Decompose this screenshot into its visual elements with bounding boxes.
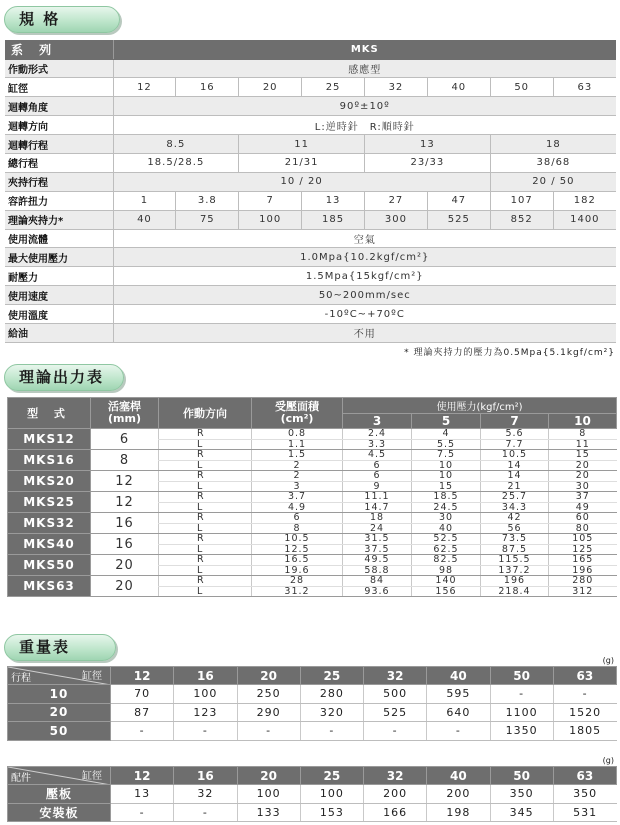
row-value: 8.5 <box>113 135 239 154</box>
force-value: 15 <box>549 450 617 461</box>
row-value: -10ºC~+70ºC <box>113 305 616 324</box>
row-label: 總行程 <box>5 153 113 172</box>
weight-value: 1805 <box>553 722 616 741</box>
row-label: 耐壓力 <box>5 267 113 286</box>
direction: L <box>159 502 252 513</box>
force-value: 137.2 <box>481 565 549 576</box>
row-value: 47 <box>427 191 490 210</box>
spec-row <box>5 210 616 229</box>
weight-value: 350 <box>490 785 553 804</box>
row-value: 感應型 <box>113 59 616 78</box>
area-value: 4.9 <box>252 502 343 513</box>
force-value: 4.5 <box>343 450 412 461</box>
rod-diameter: 20 <box>91 576 159 597</box>
force-value: 34.3 <box>481 502 549 513</box>
spec-row <box>5 116 616 135</box>
direction: R <box>159 534 252 545</box>
force-value: 218.4 <box>481 586 549 597</box>
model-name: MKS25 <box>8 492 91 513</box>
weight-value: 198 <box>427 803 490 822</box>
rod-diameter: 12 <box>91 492 159 513</box>
row-label: 夾持行程 <box>5 172 113 191</box>
force-value: 156 <box>412 586 481 597</box>
force-value: 125 <box>549 544 617 555</box>
force-table-body <box>8 429 617 597</box>
row-label: 容許扭力 <box>5 191 113 210</box>
table-row <box>8 513 617 524</box>
bore-header: 50 <box>490 667 553 685</box>
force-value: 80 <box>549 523 617 534</box>
force-value: 14.7 <box>343 502 412 513</box>
force-value: 3.3 <box>343 439 412 450</box>
weight-value: - <box>490 685 553 704</box>
weight-value: 500 <box>364 685 427 704</box>
rod-diameter: 12 <box>91 471 159 492</box>
direction: L <box>159 439 252 450</box>
bore-header: 63 <box>553 767 616 785</box>
force-value: 37 <box>549 492 617 503</box>
weight-value: 70 <box>111 685 174 704</box>
force-value: 93.6 <box>343 586 412 597</box>
row-value: 11 <box>239 135 365 154</box>
force-value: 5.6 <box>481 429 549 440</box>
force-value: 82.5 <box>412 555 481 566</box>
row-value: 23/33 <box>365 153 491 172</box>
pressure-3: 3 <box>343 414 412 429</box>
force-value: 140 <box>412 576 481 587</box>
force-value: 11 <box>549 439 617 450</box>
weight-value: 100 <box>237 785 300 804</box>
area-value: 12.5 <box>252 544 343 555</box>
row-value: 16 <box>176 78 239 97</box>
force-value: 30 <box>412 513 481 524</box>
table-row <box>8 703 617 722</box>
table-row <box>8 555 617 566</box>
force-value: 87.5 <box>481 544 549 555</box>
weight-value: 123 <box>174 703 237 722</box>
bore-header: 16 <box>174 667 237 685</box>
parts-weight-table <box>7 766 617 822</box>
row-value: 1400 <box>553 210 616 229</box>
row-value: 3.8 <box>176 191 239 210</box>
bore-header: 12 <box>111 767 174 785</box>
area-value: 2 <box>252 471 343 482</box>
table-corner <box>8 667 111 685</box>
table-corner <box>8 767 111 785</box>
bore-header: 32 <box>364 767 427 785</box>
area-value: 16.5 <box>252 555 343 566</box>
row-value: 20 <box>239 78 302 97</box>
bore-header: 40 <box>427 767 490 785</box>
corner-top-label: 缸徑 <box>82 771 102 782</box>
direction: L <box>159 523 252 534</box>
row-value: 18.5/28.5 <box>113 153 239 172</box>
row-value: 300 <box>365 210 428 229</box>
spec-row <box>5 172 616 191</box>
spec-row <box>5 153 616 172</box>
rod-diameter: 20 <box>91 555 159 576</box>
row-value: 182 <box>553 191 616 210</box>
weight-value: 100 <box>174 685 237 704</box>
row-value: 12 <box>113 78 176 97</box>
force-value: 42 <box>481 513 549 524</box>
force-value: 31.5 <box>343 534 412 545</box>
table-row <box>8 429 617 440</box>
force-value: 25.7 <box>481 492 549 503</box>
area-value: 19.6 <box>252 565 343 576</box>
table-row <box>8 685 617 704</box>
rod-diameter: 16 <box>91 513 159 534</box>
corner-top-label: 缸徑 <box>82 671 102 682</box>
force-value: 312 <box>549 586 617 597</box>
force-value: 49.5 <box>343 555 412 566</box>
force-value: 49 <box>549 502 617 513</box>
weight-unit: (g) <box>602 756 614 765</box>
row-value: 13 <box>365 135 491 154</box>
weight-value: - <box>553 685 616 704</box>
bore-header: 50 <box>490 767 553 785</box>
row-label: 使用速度 <box>5 286 113 305</box>
table-row <box>8 785 617 804</box>
row-label: 缸徑 <box>5 78 113 97</box>
force-value: 40 <box>412 523 481 534</box>
table-row <box>8 534 617 545</box>
row-label: 最大使用壓力 <box>5 248 113 267</box>
weight-value: 640 <box>427 703 490 722</box>
series-value: MKS <box>113 40 616 59</box>
row-value: 27 <box>365 191 428 210</box>
row-value: 75 <box>176 210 239 229</box>
weight-value: 200 <box>364 785 427 804</box>
weight-value: 525 <box>364 703 427 722</box>
force-value: 7.7 <box>481 439 549 450</box>
row-value: 852 <box>490 210 553 229</box>
area-value: 1.1 <box>252 439 343 450</box>
weight-value: 595 <box>427 685 490 704</box>
area-value: 6 <box>252 513 343 524</box>
area-value: 28 <box>252 576 343 587</box>
weight-value: 320 <box>300 703 363 722</box>
weight-value: 1350 <box>490 722 553 741</box>
force-value: 56 <box>481 523 549 534</box>
direction: R <box>159 576 252 587</box>
weight-value: - <box>364 722 427 741</box>
direction: L <box>159 586 252 597</box>
row-value: 7 <box>239 191 302 210</box>
spec-row <box>5 59 616 78</box>
weight-section-title: 重量表 <box>4 634 116 661</box>
row-value: 21/31 <box>239 153 365 172</box>
spec-row <box>5 248 616 267</box>
area-value: 10.5 <box>252 534 343 545</box>
force-value: 2.4 <box>343 429 412 440</box>
row-label: 迴轉方向 <box>5 116 113 135</box>
weight-value: 1100 <box>490 703 553 722</box>
direction: R <box>159 471 252 482</box>
model-name: MKS20 <box>8 471 91 492</box>
weight-value: 32 <box>174 785 237 804</box>
row-header: 50 <box>8 722 111 741</box>
weight-value: - <box>237 722 300 741</box>
direction: L <box>159 565 252 576</box>
force-value: 8 <box>549 429 617 440</box>
weight-value: 345 <box>490 803 553 822</box>
table-row <box>8 576 617 587</box>
stroke-weight-table <box>7 666 617 741</box>
row-value: 不用 <box>113 323 616 342</box>
row-label: 作動形式 <box>5 59 113 78</box>
bore-header: 25 <box>300 767 363 785</box>
weight-value: 1520 <box>553 703 616 722</box>
row-value: 1.0Mpa{10.2kgf/cm²} <box>113 248 616 267</box>
spec-row <box>5 97 616 116</box>
area-value: 2 <box>252 460 343 471</box>
force-value: 37.5 <box>343 544 412 555</box>
weight-value: 250 <box>237 685 300 704</box>
spec-row <box>5 78 616 97</box>
spec-section-title: 規 格 <box>4 6 120 33</box>
model-name: MKS12 <box>8 429 91 450</box>
spec-row <box>5 135 616 154</box>
force-value: 115.5 <box>481 555 549 566</box>
weight-value: 133 <box>237 803 300 822</box>
col-dir-header: 作動方向 <box>159 398 252 429</box>
force-value: 10 <box>412 471 481 482</box>
model-name: MKS16 <box>8 450 91 471</box>
row-value: 107 <box>490 191 553 210</box>
force-value: 5.5 <box>412 439 481 450</box>
row-value: 1 <box>113 191 176 210</box>
rod-diameter: 8 <box>91 450 159 471</box>
row-value: 100 <box>239 210 302 229</box>
row-value: 40 <box>427 78 490 97</box>
rod-diameter: 6 <box>91 429 159 450</box>
spec-row <box>5 323 616 342</box>
direction: R <box>159 492 252 503</box>
force-value: 60 <box>549 513 617 524</box>
force-value: 18.5 <box>412 492 481 503</box>
row-label: 給油 <box>5 323 113 342</box>
stroke-weight-body <box>8 685 617 741</box>
direction: L <box>159 460 252 471</box>
force-value: 165 <box>549 555 617 566</box>
weight-value: - <box>300 722 363 741</box>
bore-header: 32 <box>364 667 427 685</box>
weight-value: - <box>111 722 174 741</box>
pressure-10: 10 <box>549 414 617 429</box>
weight-value: 166 <box>364 803 427 822</box>
spec-row <box>5 305 616 324</box>
row-label: 迴轉行程 <box>5 135 113 154</box>
bore-header: 20 <box>237 667 300 685</box>
weight-value: 87 <box>111 703 174 722</box>
col-model-header: 型 式 <box>8 398 91 429</box>
force-value: 105 <box>549 534 617 545</box>
area-value: 3.7 <box>252 492 343 503</box>
bore-header: 12 <box>111 667 174 685</box>
force-section-title: 理論出力表 <box>4 364 124 391</box>
force-value: 62.5 <box>412 544 481 555</box>
spec-row <box>5 191 616 210</box>
force-value: 14 <box>481 471 549 482</box>
weight-value: 100 <box>300 785 363 804</box>
area-value: 0.8 <box>252 429 343 440</box>
force-value: 52.5 <box>412 534 481 545</box>
direction: R <box>159 450 252 461</box>
area-value: 8 <box>252 523 343 534</box>
row-value: 525 <box>427 210 490 229</box>
spec-table <box>5 40 616 343</box>
row-value: 50~200mm/sec <box>113 286 616 305</box>
row-header: 20 <box>8 703 111 722</box>
row-header: 壓板 <box>8 785 111 804</box>
spec-row <box>5 229 616 248</box>
area-value: 31.2 <box>252 586 343 597</box>
row-value: 63 <box>553 78 616 97</box>
direction: L <box>159 481 252 492</box>
area-value: 1.5 <box>252 450 343 461</box>
row-value: 13 <box>302 191 365 210</box>
weight-value: 531 <box>553 803 616 822</box>
weight-value: 13 <box>111 785 174 804</box>
force-value: 15 <box>412 481 481 492</box>
force-value: 18 <box>343 513 412 524</box>
force-value: 10.5 <box>481 450 549 461</box>
row-value: 90º±10º <box>113 97 616 116</box>
force-value: 14 <box>481 460 549 471</box>
force-value: 6 <box>343 471 412 482</box>
bore-header: 25 <box>300 667 363 685</box>
area-value: 3 <box>252 481 343 492</box>
col-pressure-header: 使用壓力(kgf/cm²) <box>343 398 617 414</box>
force-value: 4 <box>412 429 481 440</box>
row-value: 185 <box>302 210 365 229</box>
row-value: 50 <box>490 78 553 97</box>
force-value: 24 <box>343 523 412 534</box>
col-area-header: 受壓面積 (cm²) <box>252 398 343 429</box>
force-value: 24.5 <box>412 502 481 513</box>
direction: R <box>159 555 252 566</box>
pressure-5: 5 <box>412 414 481 429</box>
row-header: 安裝板 <box>8 803 111 822</box>
force-value: 58.8 <box>343 565 412 576</box>
force-value: 7.5 <box>412 450 481 461</box>
bore-header: 20 <box>237 767 300 785</box>
row-value: 38/68 <box>490 153 616 172</box>
force-value: 20 <box>549 471 617 482</box>
force-value: 280 <box>549 576 617 587</box>
force-value: 10 <box>412 460 481 471</box>
row-label: 使用流體 <box>5 229 113 248</box>
weight-value: - <box>174 722 237 741</box>
table-row <box>8 803 617 822</box>
row-value: 1.5Mpa{15kgf/cm²} <box>113 267 616 286</box>
bore-header: 40 <box>427 667 490 685</box>
force-value: 98 <box>412 565 481 576</box>
bore-header: 16 <box>174 767 237 785</box>
force-value: 196 <box>549 565 617 576</box>
col-rod-header: 活塞桿 (mm) <box>91 398 159 429</box>
row-label: 使用溫度 <box>5 305 113 324</box>
spec-row <box>5 286 616 305</box>
weight-value: - <box>111 803 174 822</box>
force-value: 9 <box>343 481 412 492</box>
corner-bottom-label: 行程 <box>11 673 31 684</box>
row-value: 10 / 20 <box>113 172 490 191</box>
table-row <box>8 492 617 503</box>
row-value: 40 <box>113 210 176 229</box>
weight-value: 153 <box>300 803 363 822</box>
direction: R <box>159 429 252 440</box>
bore-header: 63 <box>553 667 616 685</box>
row-value: 18 <box>490 135 616 154</box>
weight-value: - <box>427 722 490 741</box>
row-header: 10 <box>8 685 111 704</box>
model-name: MKS50 <box>8 555 91 576</box>
row-value: 空氣 <box>113 229 616 248</box>
force-value: 20 <box>549 460 617 471</box>
force-value: 21 <box>481 481 549 492</box>
pressure-7: 7 <box>481 414 549 429</box>
parts-weight-body <box>8 785 617 822</box>
weight-value: 200 <box>427 785 490 804</box>
row-label: 迴轉角度 <box>5 97 113 116</box>
model-name: MKS32 <box>8 513 91 534</box>
direction: L <box>159 544 252 555</box>
force-value: 73.5 <box>481 534 549 545</box>
series-label: 系 列 <box>5 40 113 59</box>
spec-header-row <box>5 40 616 59</box>
spec-footnote: * 理論夾持力的壓力為0.5Mpa{5.1kgf/cm²} <box>404 348 615 358</box>
weight-value: 290 <box>237 703 300 722</box>
rod-diameter: 16 <box>91 534 159 555</box>
row-value: L:逆時針 R:順時針 <box>113 116 616 135</box>
row-value: 20 / 50 <box>490 172 616 191</box>
direction: R <box>159 513 252 524</box>
corner-bottom-label: 配件 <box>11 773 31 784</box>
table-row <box>8 722 617 741</box>
force-value: 196 <box>481 576 549 587</box>
row-value: 25 <box>302 78 365 97</box>
force-table <box>7 397 617 597</box>
table-row <box>8 471 617 482</box>
table-row <box>8 450 617 461</box>
spec-row <box>5 267 616 286</box>
weight-value: 350 <box>553 785 616 804</box>
force-value: 11.1 <box>343 492 412 503</box>
force-value: 30 <box>549 481 617 492</box>
model-name: MKS63 <box>8 576 91 597</box>
row-label: 理論夾持力* <box>5 210 113 229</box>
weight-value: 280 <box>300 685 363 704</box>
model-name: MKS40 <box>8 534 91 555</box>
row-value: 32 <box>365 78 428 97</box>
weight-unit: (g) <box>602 656 614 665</box>
force-value: 6 <box>343 460 412 471</box>
weight-value: - <box>174 803 237 822</box>
force-value: 84 <box>343 576 412 587</box>
